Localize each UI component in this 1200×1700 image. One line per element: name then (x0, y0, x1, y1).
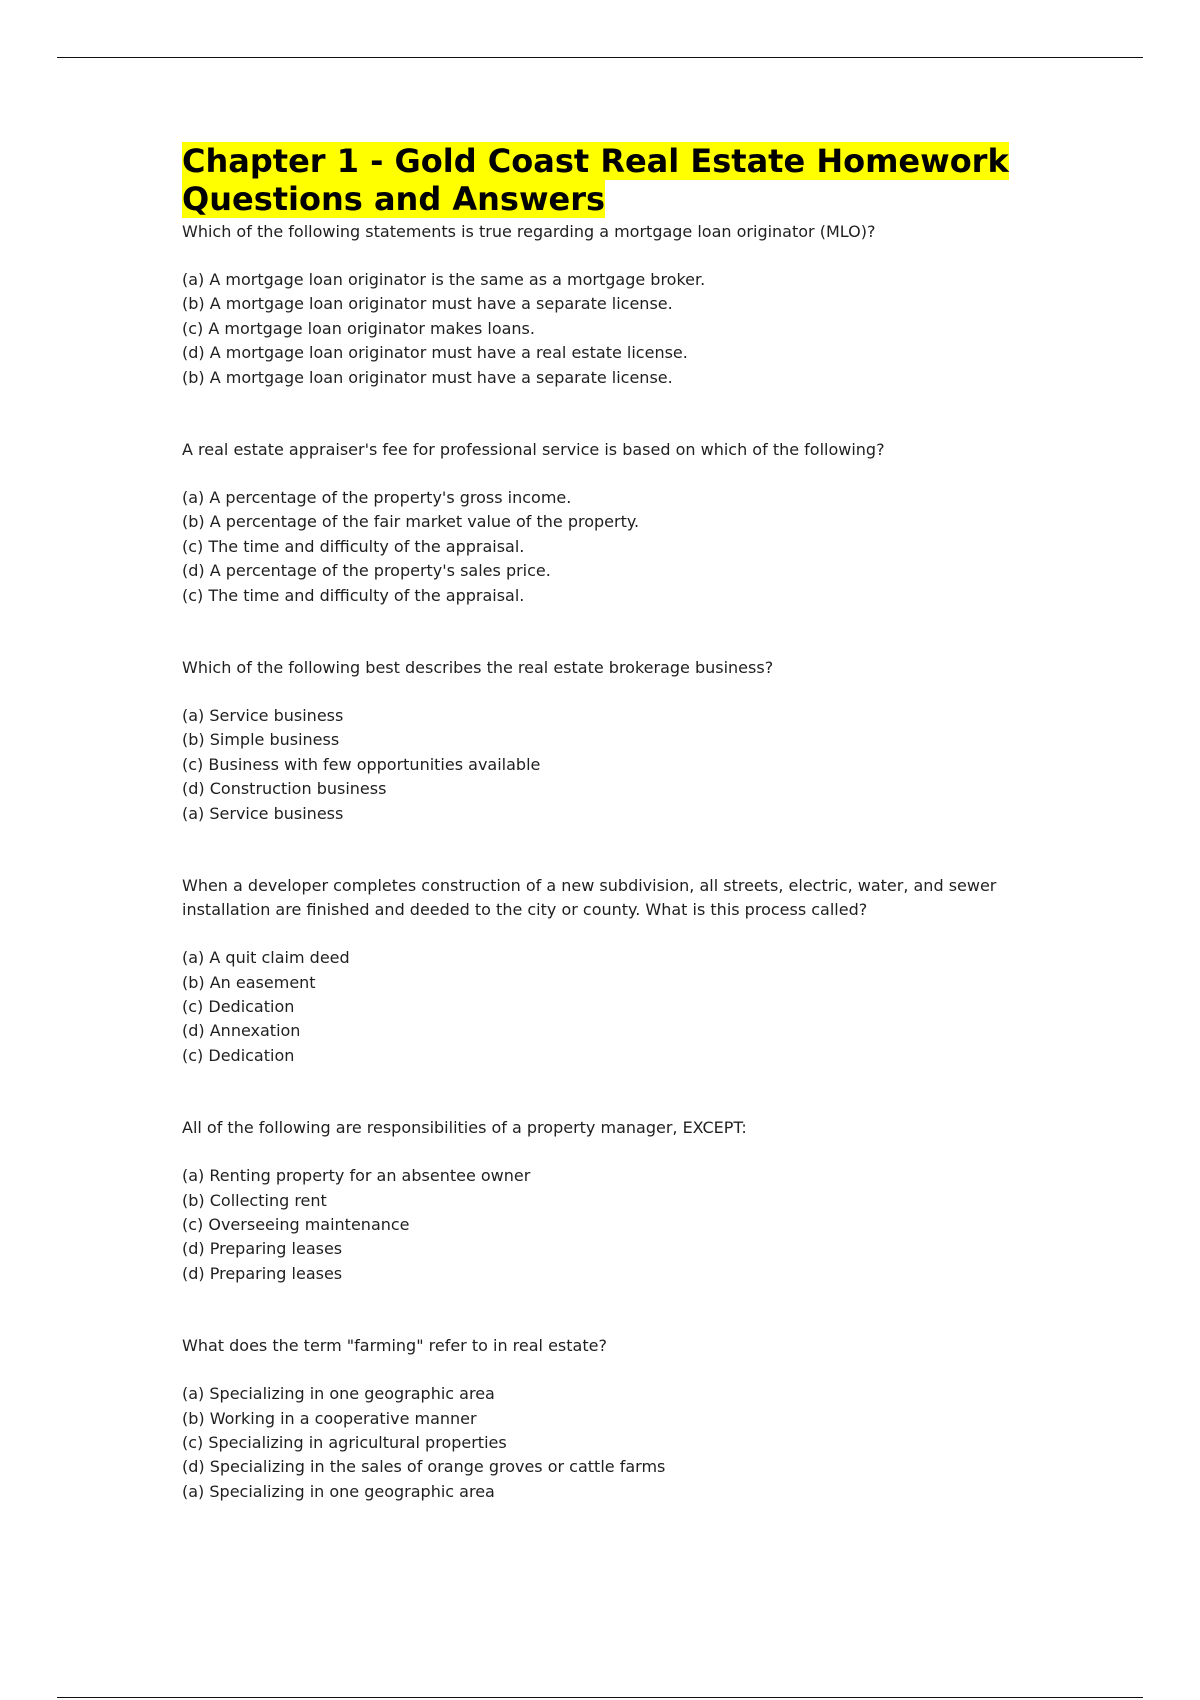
option-c: (c) Overseeing maintenance (182, 1214, 410, 1234)
question-text: Which of the following best describes the real estate brokerage business? (182, 658, 774, 678)
question-text: All of the following are responsibilities of a property manager, EXCEPT: (182, 1118, 747, 1138)
option-c: (c) Business with few opportunities available (182, 754, 541, 774)
option-b: (b) A mortgage loan originator must have a separate license. (182, 294, 673, 314)
option-b: (b) An easement (182, 972, 316, 992)
document-body (182, 142, 1062, 1504)
question-block-2 (182, 438, 1062, 608)
option-b: (b) A percentage of the fair market value of the property. (182, 512, 640, 532)
option-a: (a) A quit claim deed (182, 948, 350, 968)
answer: (a) Specializing in one geographic area (182, 1481, 495, 1501)
option-d: (d) Preparing leases (182, 1239, 343, 1259)
answer: (a) Service business (182, 803, 344, 823)
option-list (182, 946, 1062, 1068)
option-a: (a) A mortgage loan originator is the same as a mortgage broker. (182, 270, 706, 289)
document-title (182, 142, 1062, 218)
title-line-2: Questions and Answers (182, 180, 606, 218)
option-list (182, 486, 1062, 608)
title-line-1: Chapter 1 - Gold Coast Real Estate Homework (182, 142, 1009, 180)
option-a: (a) Specializing in one geographic area (182, 1384, 495, 1404)
question-text: A real estate appraiser's fee for professional service is based on which of the following? (182, 440, 885, 460)
option-list (182, 268, 1062, 390)
option-c: (c) Specializing in agricultural properties (182, 1432, 507, 1452)
answer: (c) The time and difficulty of the appraisal. (182, 585, 525, 605)
question-block-4 (182, 874, 1062, 1068)
option-b: (b) Collecting rent (182, 1190, 327, 1210)
top-rule (57, 57, 1143, 58)
option-c: (c) The time and difficulty of the appraisal. (182, 536, 525, 556)
question-block-5 (182, 1116, 1062, 1286)
option-a: (a) A percentage of the property's gross income. (182, 488, 572, 508)
answer: (c) Dedication (182, 1045, 295, 1065)
option-list (182, 1164, 1062, 1286)
option-d: (d) A mortgage loan originator must have a real estate license. (182, 343, 688, 363)
option-d: (d) Construction business (182, 779, 387, 799)
option-b: (b) Working in a cooperative manner (182, 1408, 477, 1428)
option-list (182, 704, 1062, 826)
question-text: Which of the following statements is true regarding a mortgage loan originator (MLO)? (182, 222, 876, 241)
option-list (182, 1382, 1062, 1504)
option-a: (a) Service business (182, 706, 344, 726)
option-c: (c) A mortgage loan originator makes loans. (182, 318, 535, 338)
question-block-1 (182, 220, 1062, 390)
bottom-rule (57, 1697, 1143, 1698)
answer: (d) Preparing leases (182, 1263, 343, 1283)
option-b: (b) Simple business (182, 730, 340, 750)
option-d: (d) A percentage of the property's sales price. (182, 561, 551, 581)
question-text: When a developer completes construction of a new subdivision, all streets, electric, water, and sewer installation are finished and deeded to the city or county. What is this process called? (182, 876, 997, 920)
question-text: What does the term "farming" refer to in real estate? (182, 1336, 607, 1356)
option-c: (c) Dedication (182, 996, 295, 1016)
option-d: (d) Specializing in the sales of orange groves or cattle farms (182, 1457, 666, 1477)
option-a: (a) Renting property for an absentee owner (182, 1166, 531, 1186)
answer: (b) A mortgage loan originator must have a separate license. (182, 367, 673, 387)
question-block-3 (182, 656, 1062, 826)
option-d: (d) Annexation (182, 1021, 301, 1041)
question-block-6 (182, 1334, 1062, 1504)
